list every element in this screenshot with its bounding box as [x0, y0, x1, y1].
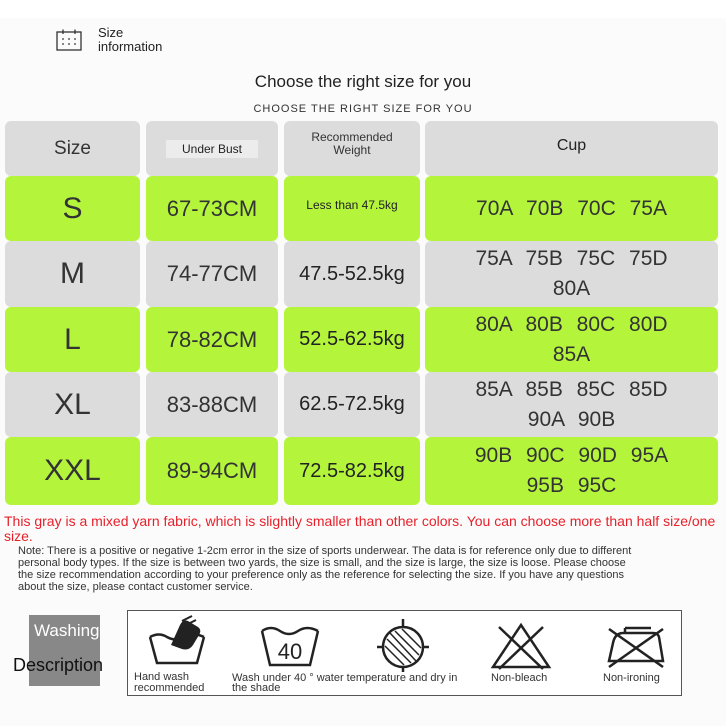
- header-weight: [284, 121, 420, 176]
- row-xl-cup: [425, 372, 718, 437]
- wash-40-icon: [258, 617, 322, 669]
- size-value: S: [62, 191, 83, 225]
- row-m-weight: [284, 241, 420, 307]
- size-note: Note: There is a positive or negative 1-2cm error in the size of sports underwear. The data is for reference only due to different personal body types. If the size is between two yards, the size is small, and the size is large, the size is loose. Please choose the size recommendation according to your preference only as the reference for selecting the size. If you have any questions about the size, please contact customer service.: [18, 545, 632, 593]
- row-xxl-cup: [425, 437, 718, 505]
- calendar-icon: [56, 29, 82, 51]
- care-item-dry: [373, 611, 433, 695]
- no-bleach-label: Non-bleach: [491, 672, 548, 684]
- row-xxl-size: [5, 437, 140, 505]
- row-s-cup: [425, 176, 718, 241]
- cup-value-line2: 80A: [552, 277, 591, 300]
- wash-40-line2: the shade: [232, 682, 281, 694]
- cup-value-line1: 90B 90C 90D 95A: [474, 444, 669, 467]
- care-item-hand-wash: [128, 611, 228, 695]
- row-m-size: [5, 241, 140, 307]
- row-s-under-bust: [146, 176, 278, 241]
- weight-value: 72.5-82.5kg: [299, 459, 405, 482]
- row-xl-under-bust: [146, 372, 278, 437]
- info-label-line2: information: [98, 39, 163, 54]
- size-value: L: [64, 322, 81, 356]
- cup-value-line2: 90A 90B: [527, 407, 616, 431]
- weight-value: 52.5-62.5kg: [299, 328, 405, 350]
- header-cup: [425, 121, 718, 176]
- hand-wash-line1: Hand wash: [134, 671, 190, 683]
- header-weight-line1: Recommended: [311, 130, 393, 144]
- row-l-weight: [284, 307, 420, 372]
- tumble-dry-icon: [375, 617, 431, 673]
- cup-value-line1: 85A 85B 85C 85D: [475, 377, 668, 401]
- size-value: M: [60, 257, 85, 290]
- size-value: XXL: [44, 454, 101, 487]
- wash-40-line1: Wash under 40 ° water temperature and dry in: [232, 672, 458, 684]
- header-weight-line2: Weight: [333, 143, 371, 157]
- wash-temperature: 40: [277, 639, 303, 664]
- size-value: XL: [54, 387, 91, 421]
- fabric-warning: This gray is a mixed yarn fabric, which is slightly smaller than other colors. You can choose more than half size/one size.: [4, 513, 716, 544]
- under-bust-value: 89-94CM: [166, 458, 258, 483]
- row-xxl-weight: [284, 437, 420, 505]
- page-title: Choose the right size for you: [254, 72, 472, 91]
- no-iron-label: Non-ironing: [603, 672, 660, 684]
- cup-value: 70A 70B 70C 75A: [476, 196, 667, 220]
- under-bust-value: 67-73CM: [166, 195, 258, 221]
- cup-value-line1: 80A 80B 80C 80D: [475, 312, 668, 336]
- care-item-wash-40: [228, 611, 473, 695]
- top-banner: [0, 0, 726, 18]
- washing-label-line1: Washing: [34, 621, 100, 640]
- under-bust-value: 78-82CM: [166, 326, 258, 352]
- washing-description-label: [13, 615, 104, 686]
- cup-value-line1: 75A 75B 75C 75D: [475, 247, 668, 270]
- info-label-line1: Size: [98, 25, 124, 40]
- weight-value: 62.5-72.5kg: [299, 393, 405, 415]
- size-info-heading: [56, 26, 162, 54]
- row-xxl-under-bust: [146, 437, 278, 505]
- header-under-bust-label: Under Bust: [166, 140, 258, 158]
- under-bust-value: 83-88CM: [166, 391, 258, 417]
- page-subtitle: CHOOSE THE RIGHT SIZE FOR YOU: [253, 103, 473, 115]
- row-xl-size: [5, 372, 140, 437]
- row-l-under-bust: [146, 307, 278, 372]
- header-cup-label: Cup: [556, 137, 587, 154]
- cup-value-line2: 85A: [552, 342, 591, 366]
- no-bleach-icon: [489, 621, 553, 671]
- header-size-label: Size: [54, 137, 91, 159]
- washing-label-line2: Description: [13, 655, 104, 675]
- no-iron-icon: [603, 623, 669, 669]
- row-xl-weight: [284, 372, 420, 437]
- care-item-no-bleach: [483, 611, 573, 695]
- row-l-cup: [425, 307, 718, 372]
- header-under-bust: [146, 121, 278, 176]
- row-m-under-bust: [146, 241, 278, 307]
- header-size: [5, 121, 140, 176]
- cup-value-line2: 95B 95C: [526, 474, 617, 497]
- weight-value: 47.5-52.5kg: [299, 262, 405, 285]
- row-m-cup: [425, 241, 718, 307]
- hand-wash-icon: [146, 615, 208, 669]
- care-instructions: [127, 610, 682, 696]
- row-l-size: [5, 307, 140, 372]
- weight-value: Less than 47.5kg: [306, 198, 398, 212]
- row-s-size: [5, 176, 140, 241]
- under-bust-value: 74-77CM: [166, 261, 258, 286]
- care-item-no-iron: [593, 611, 681, 695]
- row-s-weight: [284, 176, 420, 241]
- hand-wash-line2: recommended: [134, 682, 205, 694]
